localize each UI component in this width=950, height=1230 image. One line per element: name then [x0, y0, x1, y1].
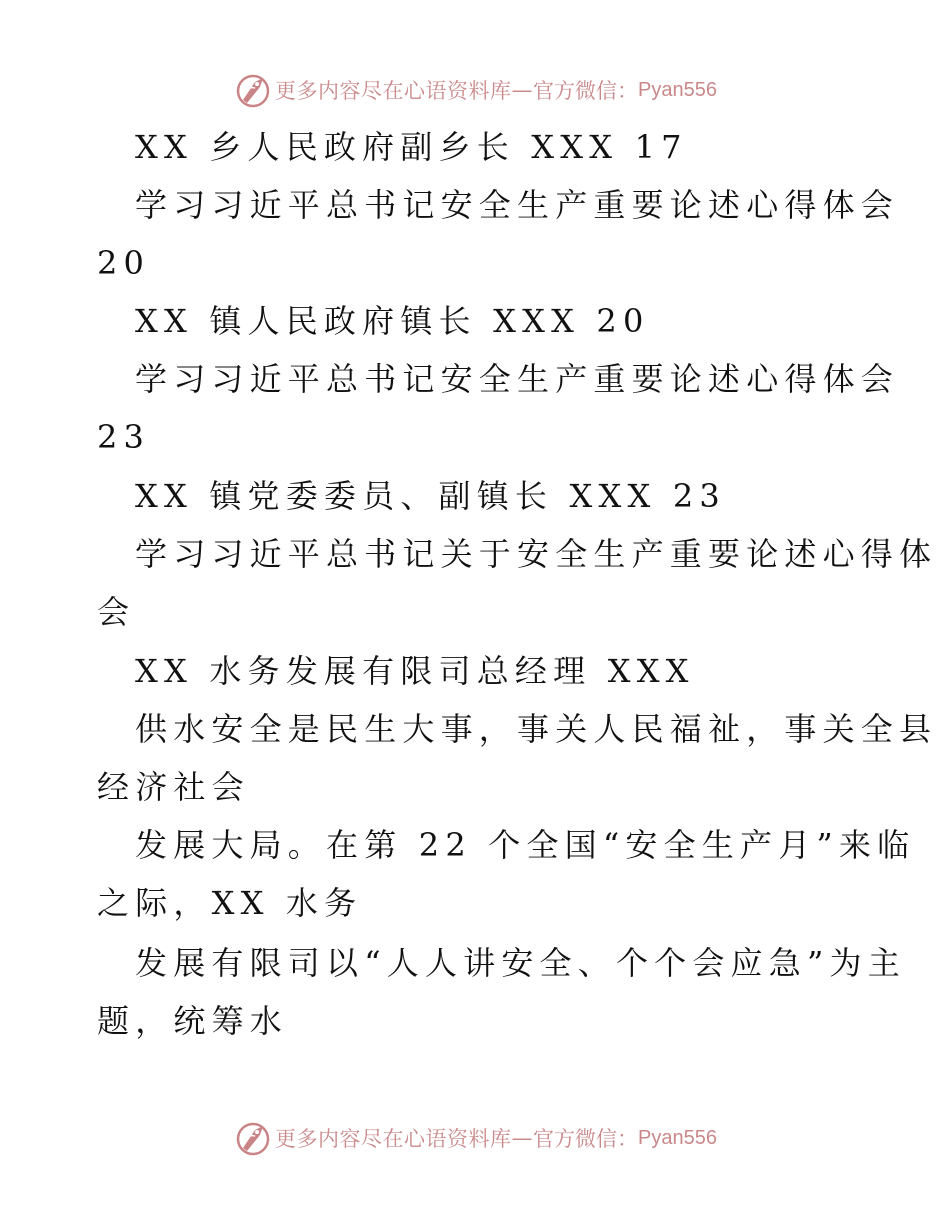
text-line: XX 镇党委委员、副镇长 XXX 23	[135, 477, 726, 515]
watermark-dash: —	[511, 1126, 534, 1150]
pen-nib-logo-icon	[233, 1118, 273, 1158]
text-line: 供水安全是民生大事，事关人民福祉，事关全县	[135, 710, 938, 748]
watermark-wechat-label: 官方微信：	[533, 1127, 639, 1151]
pen-nib-logo-icon	[233, 70, 273, 110]
header-watermark	[0, 70, 950, 110]
text-line: 之际，XX 水务	[97, 884, 363, 922]
text-line: 发展有限司以“人人讲安全、个个会应急”为主	[135, 944, 906, 982]
text-line: 学习习近平总书记关于安全生产重要论述心得体	[135, 535, 938, 573]
text-line: 经济社会	[97, 768, 250, 806]
text-line: 会	[97, 593, 136, 631]
text-line: 发展大局。在第 22 个全国“安全生产月”来临	[135, 826, 916, 864]
watermark-wechat-id: Pyan556	[638, 1126, 717, 1149]
watermark-wechat-label: 官方微信：	[533, 79, 639, 103]
text-line: 题，统筹水	[97, 1002, 289, 1040]
watermark-text: 更多内容尽在心语资料库	[275, 1127, 512, 1151]
text-line: XX 镇人民政府镇长 XXX 20	[135, 302, 650, 340]
text-line: XX 水务发展有限司总经理 XXX	[135, 652, 695, 690]
text-line: 学习习近平总书记安全生产重要论述心得体会	[135, 186, 900, 224]
text-line: XX 乡人民政府副乡长 XXX 17	[135, 128, 688, 166]
watermark-wechat-id: Pyan556	[638, 78, 717, 101]
text-line: 20	[97, 244, 151, 282]
watermark-dash: —	[511, 78, 534, 102]
watermark-text: 更多内容尽在心语资料库	[275, 79, 512, 103]
text-line: 23	[97, 418, 151, 456]
text-line: 学习习近平总书记安全生产重要论述心得体会	[135, 360, 900, 398]
footer-watermark	[0, 1118, 950, 1158]
